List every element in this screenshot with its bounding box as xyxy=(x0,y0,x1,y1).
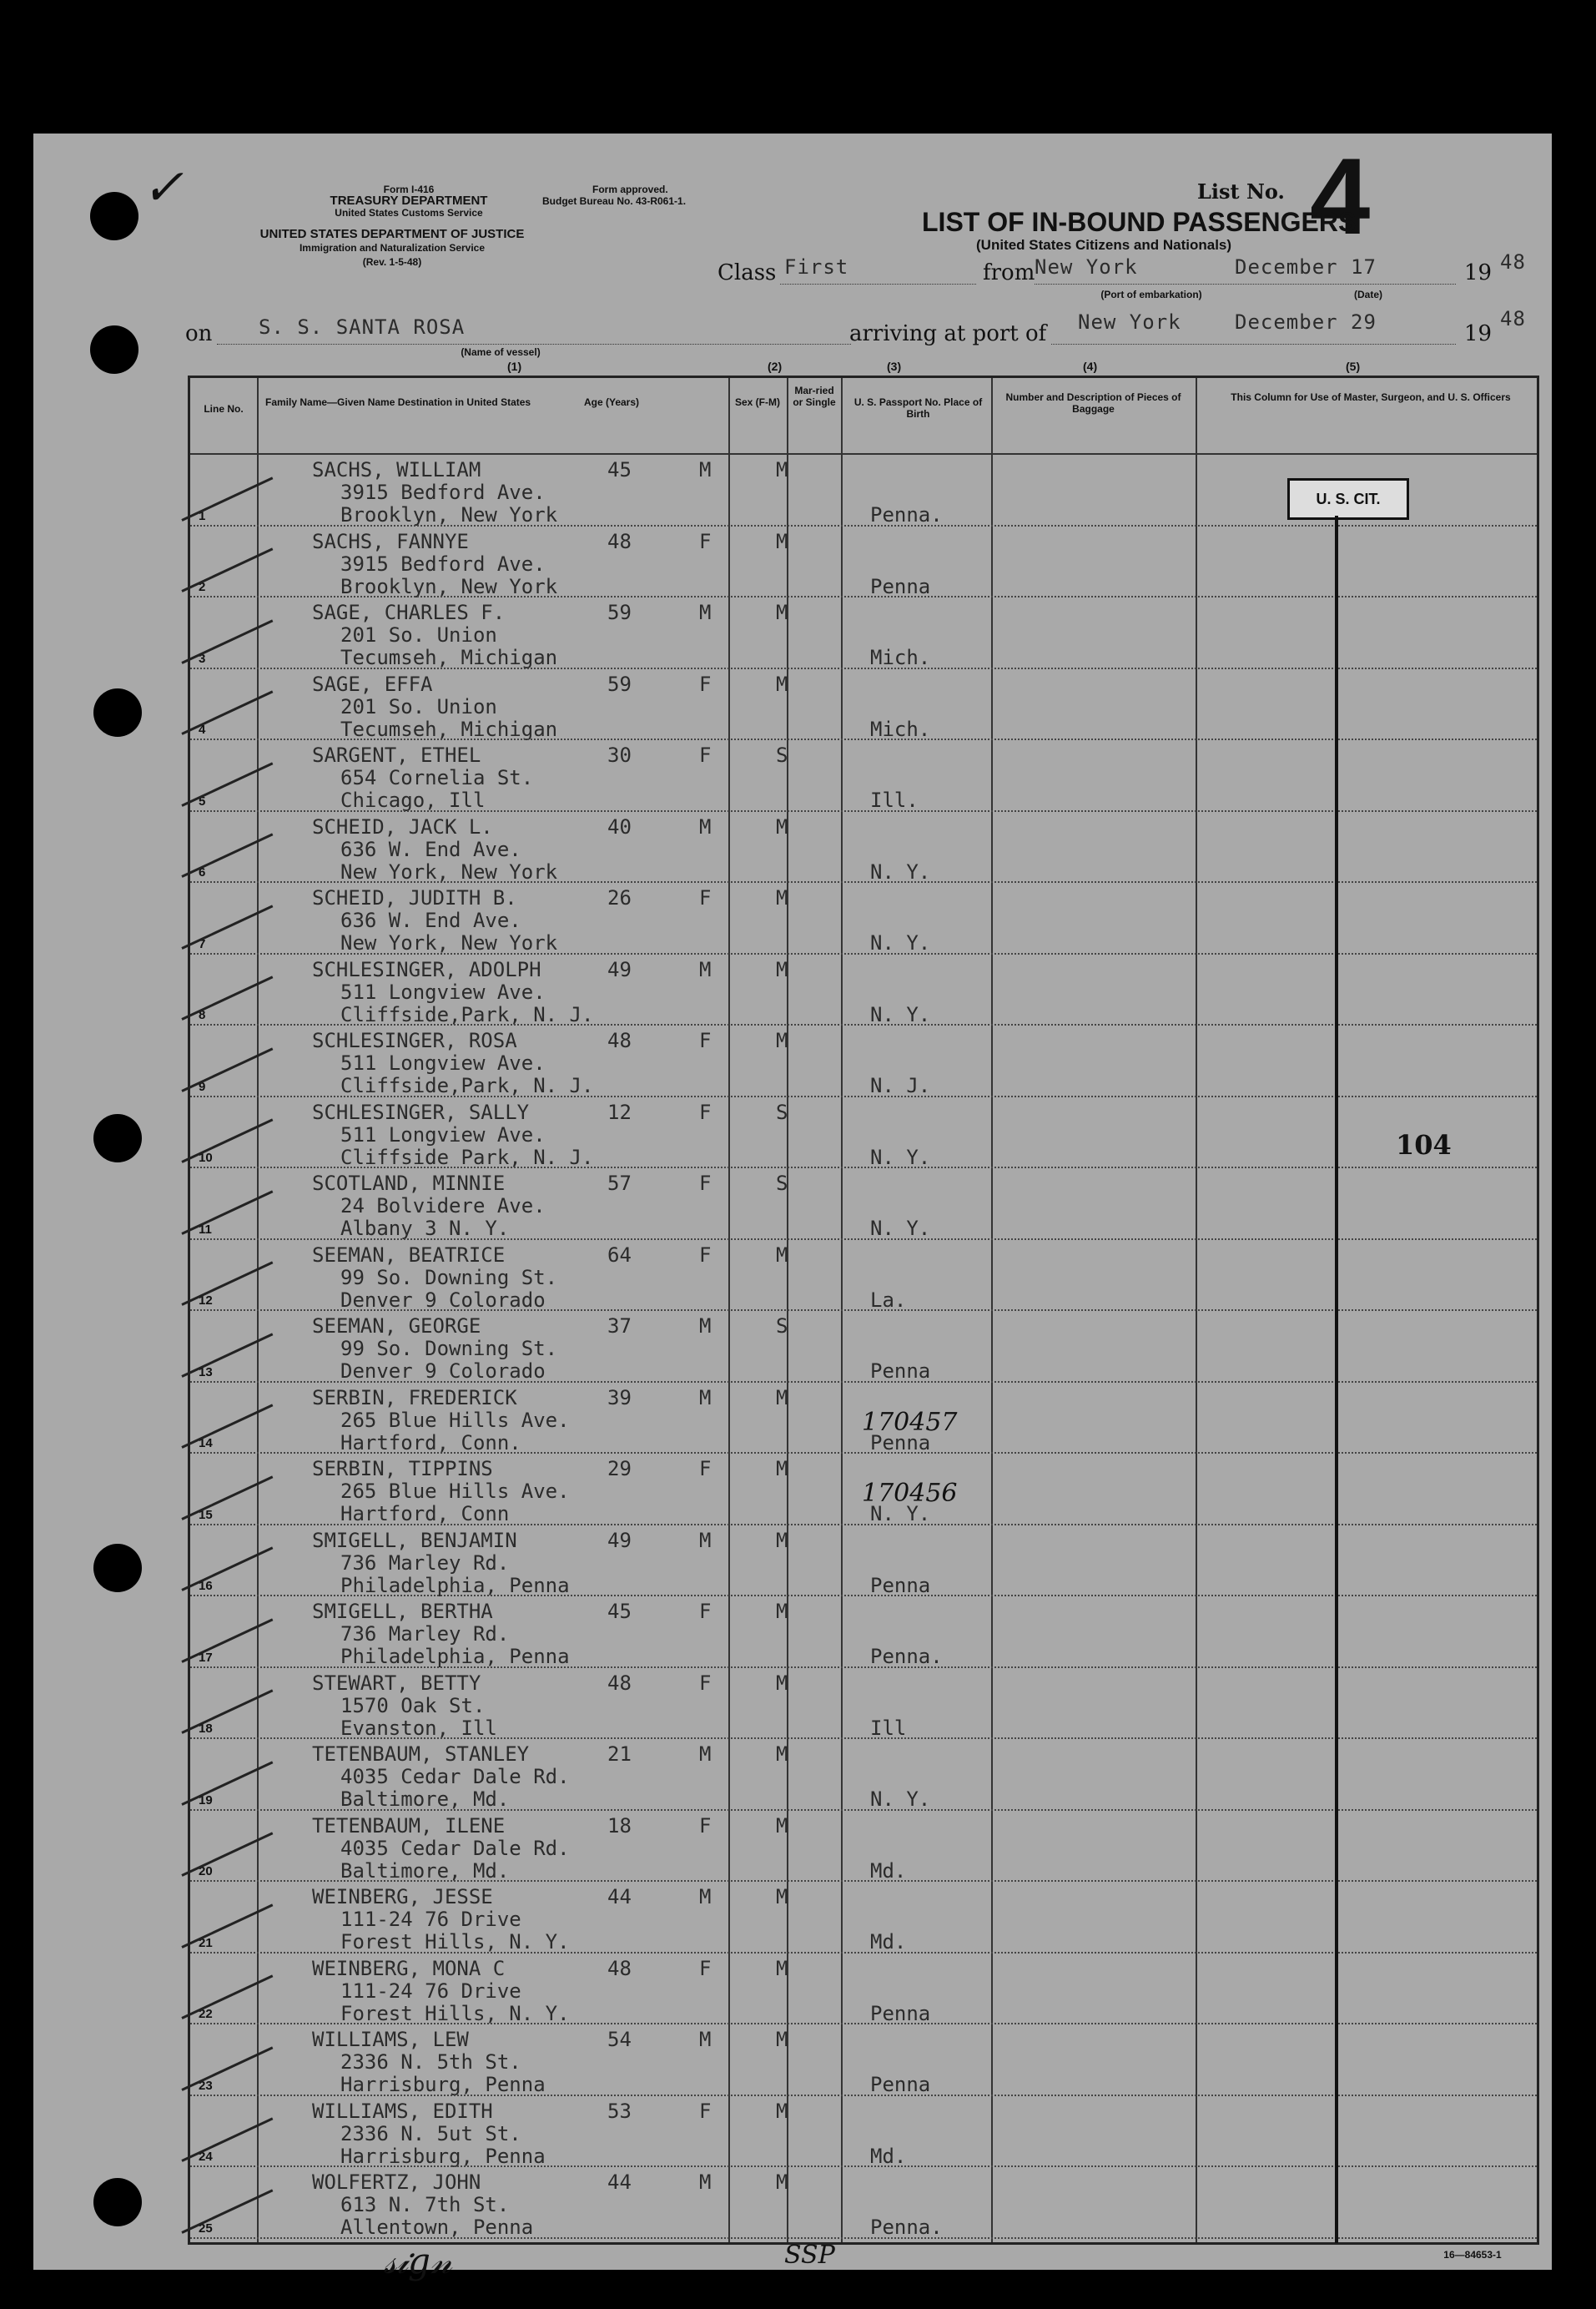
address-street: 201 So. Union xyxy=(340,623,497,647)
marital-status: M xyxy=(776,1600,788,1623)
arrival-year-prefix: 19 xyxy=(1464,321,1493,346)
check-tick-mark xyxy=(181,1190,273,1234)
line-number: 19 xyxy=(199,1792,213,1807)
passenger-sex: M xyxy=(699,1528,712,1552)
approval-block xyxy=(542,184,793,207)
passenger-age: 48 xyxy=(607,1956,632,1980)
passenger-sex: M xyxy=(699,957,712,981)
class-underline xyxy=(780,284,976,285)
line-number: 21 xyxy=(199,1935,213,1950)
passenger-sex: F xyxy=(699,1100,712,1124)
address-city: Brooklyn, New York xyxy=(340,503,558,527)
treasury-dept: TREASURY DEPARTMENT xyxy=(330,194,488,208)
passenger-sex: F xyxy=(699,1457,712,1480)
address-city: Forest Hills, N. Y. xyxy=(340,1930,570,1954)
line-number: 10 xyxy=(199,1151,213,1165)
passenger-age: 64 xyxy=(607,1243,632,1267)
address-city: Chicago, Ill xyxy=(340,789,486,812)
col-header-sex: Sex (F-M) xyxy=(735,396,780,408)
check-tick-mark xyxy=(181,619,273,663)
passenger-age: 45 xyxy=(607,1600,632,1623)
line-number: 4 xyxy=(199,723,206,737)
punch-hole xyxy=(93,2178,142,2226)
passenger-name: STEWART, BETTY xyxy=(312,1671,481,1695)
marital-status: M xyxy=(776,601,788,624)
list-no-value: 4 xyxy=(1310,135,1371,257)
marital-status: M xyxy=(776,1742,788,1766)
check-tick-mark xyxy=(181,905,273,949)
passenger-name: SMIGELL, BENJAMIN xyxy=(312,1528,517,1552)
marital-status: M xyxy=(776,1243,788,1267)
col-header-officers: This Column for Use of Master, Surgeon, and U. S. Officers xyxy=(1231,391,1511,403)
passenger-sex: M xyxy=(699,1742,712,1766)
check-tick-mark xyxy=(181,833,273,877)
passenger-sex: F xyxy=(699,2099,712,2123)
place-of-birth: Penna xyxy=(870,1573,931,1597)
line-number: 11 xyxy=(199,1222,212,1237)
arrival-year: 48 xyxy=(1500,307,1526,330)
passenger-sex: M xyxy=(699,1885,712,1908)
document-sheet xyxy=(33,134,1552,2281)
check-tick-mark xyxy=(181,2189,273,2233)
check-tick-mark xyxy=(181,1832,273,1876)
ditto-line xyxy=(1335,516,1338,2243)
address-city: Harrisburg, Penna xyxy=(340,2144,546,2168)
place-of-birth: Ill xyxy=(870,1716,907,1740)
customs-service: United States Customs Service xyxy=(335,207,483,219)
passenger-age: 21 xyxy=(607,1742,632,1766)
marital-status: M xyxy=(776,2028,788,2051)
arrival-port: New York xyxy=(1078,310,1181,334)
line-number: 15 xyxy=(199,1507,213,1522)
address-city: New York, New York xyxy=(340,931,558,955)
on-label: on xyxy=(185,321,213,346)
address-city: Brooklyn, New York xyxy=(340,574,558,598)
address-city: Harrisburg, Penna xyxy=(340,2073,546,2096)
marital-status: M xyxy=(776,2170,788,2194)
vessel-name: S. S. SANTA ROSA xyxy=(259,315,466,339)
marital-status: M xyxy=(776,1885,788,1908)
check-tick-mark xyxy=(181,1618,273,1662)
address-street: 4035 Cedar Dale Rd. xyxy=(340,1765,570,1788)
line-number: 18 xyxy=(199,1722,213,1736)
passenger-name: SCOTLAND, MINNIE xyxy=(312,1172,506,1195)
passenger-name: SACHS, WILLIAM xyxy=(312,458,481,481)
address-street: 654 Cornelia St. xyxy=(340,766,534,789)
document-subtitle: (United States Citizens and Nationals) xyxy=(976,237,1232,253)
line-number: 20 xyxy=(199,1864,213,1878)
address-street: 511 Longview Ave. xyxy=(340,1122,546,1147)
check-tick-mark xyxy=(181,476,273,521)
marital-status: M xyxy=(776,1528,788,1552)
address-street: 201 So. Union xyxy=(340,694,497,718)
address-street: 3915 Bedford Ave. xyxy=(340,552,546,576)
col-header-age: Age (Years) xyxy=(583,396,640,408)
address-street: 111-24 76 Drive xyxy=(340,1908,521,1931)
budget-bureau-line: Budget Bureau No. 43-R061-1. xyxy=(542,195,687,207)
check-tick-mark xyxy=(181,1546,273,1591)
line-number: 12 xyxy=(199,1293,213,1308)
marital-status: M xyxy=(776,1956,788,1980)
from-label: from xyxy=(983,260,1035,285)
place-of-birth: Penna xyxy=(870,2073,931,2096)
marital-status: M xyxy=(776,1385,788,1409)
col-number-2: (2) xyxy=(768,360,783,373)
col-header-name: Family Name—Given Name Destination in United States xyxy=(265,396,531,408)
from-year-prefix: 19 xyxy=(1464,260,1493,285)
address-street: 111-24 76 Drive xyxy=(340,1979,521,2003)
passenger-age: 44 xyxy=(607,2170,632,2194)
address-street: 511 Longview Ave. xyxy=(340,980,546,1004)
list-no-label: List No. xyxy=(1197,179,1285,204)
marital-status: M xyxy=(776,1671,788,1695)
place-of-birth: Md. xyxy=(870,2144,907,2168)
col-header-baggage: Number and Description of Pieces of Baggage xyxy=(1005,391,1181,415)
line-number: 8 xyxy=(199,1008,206,1022)
place-of-birth: N. Y. xyxy=(870,1145,931,1169)
address-city: Cliffside Park, N. J. xyxy=(340,1145,594,1169)
passenger-name: SCHEID, JUDITH B. xyxy=(312,886,517,910)
passenger-age: 39 xyxy=(607,1385,632,1409)
address-city: Albany 3 N. Y. xyxy=(340,1217,510,1240)
place-of-birth: N. Y. xyxy=(870,1002,931,1026)
port-caption: (Port of embarkation) xyxy=(1100,289,1202,300)
address-street: 636 W. End Ave. xyxy=(340,909,521,932)
passenger-name: WILLIAMS, LEW xyxy=(312,2028,469,2051)
address-city: New York, New York xyxy=(340,860,558,884)
passenger-name: SERBIN, TIPPINS xyxy=(312,1457,493,1480)
line-number: 23 xyxy=(199,2078,213,2093)
passenger-name: SERBIN, FREDERICK xyxy=(312,1385,517,1409)
check-tick-mark xyxy=(181,1761,273,1805)
side-number: 104 xyxy=(1396,1129,1452,1161)
passenger-name: WILLIAMS, EDITH xyxy=(312,2099,493,2123)
place-of-birth: N. Y. xyxy=(870,1217,931,1240)
officer-signature: 𝓈𝒾𝑔𝓃 xyxy=(384,2241,452,2281)
passenger-sex: F xyxy=(699,886,712,910)
signature-note: SSP xyxy=(784,2241,835,2270)
punch-hole xyxy=(90,192,138,240)
address-city: Hartford, Conn. xyxy=(340,1430,521,1454)
col-number-3: (3) xyxy=(887,360,902,373)
vessel-underline xyxy=(217,344,851,345)
address-street: 511 Longview Ave. xyxy=(340,1051,546,1075)
marital-status: M xyxy=(776,886,788,910)
passenger-name: SAGE, EFFA xyxy=(312,672,433,696)
from-port: New York xyxy=(1035,255,1138,279)
passenger-name: SCHLESINGER, SALLY xyxy=(312,1100,530,1124)
line-number: 25 xyxy=(199,2221,213,2236)
us-citizen-stamp: U. S. CIT. xyxy=(1287,478,1409,520)
passport-number: 170456 xyxy=(862,1479,958,1508)
place-of-birth: Penna xyxy=(870,1430,931,1454)
passenger-age: 59 xyxy=(607,672,632,696)
check-tick-mark xyxy=(181,1333,273,1377)
place-of-birth: Penna. xyxy=(870,2216,943,2239)
col-header-line: Line No. xyxy=(204,403,244,415)
line-number: 14 xyxy=(199,1436,213,1450)
check-tick-mark xyxy=(181,1118,273,1162)
col-number-4: (4) xyxy=(1083,360,1098,373)
approval-line: Form approved. xyxy=(592,184,668,195)
place-of-birth: Penna xyxy=(870,574,931,598)
line-number: 16 xyxy=(199,1579,213,1593)
line-number: 6 xyxy=(199,865,206,880)
marital-status: S xyxy=(776,1172,788,1195)
passenger-age: 57 xyxy=(607,1172,632,1195)
place-of-birth: La. xyxy=(870,1288,907,1312)
arrival-underline xyxy=(1051,344,1456,345)
form-number: Form I-416 xyxy=(383,184,435,195)
address-street: 24 Bolvidere Ave. xyxy=(340,1194,546,1218)
place-of-birth: Ill. xyxy=(870,789,919,812)
address-street: 265 Blue Hills Ave. xyxy=(340,1480,570,1503)
address-city: Baltimore, Md. xyxy=(340,1858,510,1883)
arrival-date: December 29 xyxy=(1235,310,1377,334)
passenger-sex: F xyxy=(699,1172,712,1195)
address-street: 613 N. 7th St. xyxy=(340,2193,510,2216)
passport-number: 170457 xyxy=(862,1407,958,1437)
check-tick-mark xyxy=(181,2117,273,2161)
place-of-birth: N. Y. xyxy=(870,931,931,955)
passenger-sex: F xyxy=(699,1813,712,1838)
marital-status: S xyxy=(776,1100,788,1124)
line-number: 13 xyxy=(199,1364,213,1379)
marital-status: M xyxy=(776,1029,788,1052)
passenger-age: 12 xyxy=(607,1100,632,1124)
marital-status: M xyxy=(776,458,788,481)
address-city: Allentown, Penna xyxy=(340,2216,534,2239)
marital-status: M xyxy=(776,529,788,553)
passenger-name: SARGENT, ETHEL xyxy=(312,744,481,767)
address-city: Hartford, Conn xyxy=(340,1502,510,1525)
address-city: Denver 9 Colorado xyxy=(340,1359,546,1383)
col-number-1: (1) xyxy=(507,360,522,373)
passenger-sex: F xyxy=(699,744,712,767)
check-tick-mark xyxy=(181,547,273,592)
passenger-age: 26 xyxy=(607,886,632,910)
col-number-5: (5) xyxy=(1346,360,1361,373)
place-of-birth: Penna. xyxy=(870,503,943,527)
address-street: 1570 Oak St. xyxy=(340,1693,486,1717)
line-number: 2 xyxy=(199,580,206,594)
check-tick-mark xyxy=(181,1475,273,1520)
passenger-name: SMIGELL, BERTHA xyxy=(312,1600,493,1623)
passenger-age: 48 xyxy=(607,1671,632,1695)
form-code: 16—84653-1 xyxy=(1443,2249,1502,2261)
line-number: 17 xyxy=(199,1650,213,1665)
address-street: 736 Marley Rd. xyxy=(340,1550,510,1575)
justice-dept: UNITED STATES DEPARTMENT OF JUSTICE xyxy=(259,227,525,241)
ins-service: Immigration and Naturalization Service xyxy=(299,242,486,254)
class-label: Class xyxy=(717,260,777,285)
passenger-name: SEEMAN, GEORGE xyxy=(312,1314,481,1338)
check-tick-mark xyxy=(181,1689,273,1733)
punch-hole xyxy=(90,325,138,374)
place-of-birth: Md. xyxy=(870,1858,907,1883)
place-of-birth: Mich. xyxy=(870,646,931,669)
check-tick-mark xyxy=(181,690,273,734)
from-year: 48 xyxy=(1500,250,1526,274)
line-number: 22 xyxy=(199,2007,213,2021)
revision: (Rev. 1-5-48) xyxy=(362,256,422,268)
address-city: Denver 9 Colorado xyxy=(340,1288,546,1312)
passenger-name: SCHEID, JACK L. xyxy=(312,814,493,839)
check-tick-mark xyxy=(181,1047,273,1091)
arriving-label: arriving at port of xyxy=(849,321,1047,346)
passenger-sex: F xyxy=(699,672,712,696)
vessel-caption: (Name of vessel) xyxy=(461,346,541,358)
address-street: 99 So. Downing St. xyxy=(340,1265,558,1289)
line-number: 9 xyxy=(199,1079,206,1094)
passenger-age: 48 xyxy=(607,1029,632,1052)
passenger-sex: M xyxy=(699,458,712,481)
passenger-name: SEEMAN, BEATRICE xyxy=(312,1243,506,1267)
marital-status: M xyxy=(776,1813,788,1838)
passenger-name: SCHLESINGER, ADOLPH xyxy=(312,957,541,981)
agency-block xyxy=(184,227,601,270)
place-of-birth: Penna. xyxy=(870,1645,943,1668)
check-tick-mark xyxy=(181,976,273,1020)
address-city: Philadelphia, Penna xyxy=(340,1573,570,1597)
passenger-age: 45 xyxy=(607,458,632,481)
address-city: Tecumseh, Michigan xyxy=(340,717,558,741)
passenger-name: WEINBERG, JESSE xyxy=(312,1885,493,1908)
check-tick-mark xyxy=(181,1261,273,1305)
passenger-sex: F xyxy=(699,1600,712,1623)
punch-hole xyxy=(93,1544,142,1592)
marital-status: M xyxy=(776,957,788,981)
passenger-age: 49 xyxy=(607,1528,632,1552)
address-street: 265 Blue Hills Ave. xyxy=(340,1408,570,1432)
address-city: Tecumseh, Michigan xyxy=(340,646,558,669)
passenger-age: 29 xyxy=(607,1457,632,1480)
passenger-age: 48 xyxy=(607,529,632,553)
from-date: December 17 xyxy=(1235,255,1377,279)
place-of-birth: Penna xyxy=(870,2001,931,2025)
line-number: 5 xyxy=(199,794,206,809)
address-street: 4035 Cedar Dale Rd. xyxy=(340,1836,570,1860)
line-number: 1 xyxy=(199,508,206,523)
address-city: Cliffside,Park, N. J. xyxy=(340,1002,594,1026)
address-city: Cliffside,Park, N. J. xyxy=(340,1074,594,1097)
punch-hole xyxy=(93,1114,142,1162)
passenger-name: TETENBAUM, ILENE xyxy=(312,1813,506,1838)
marital-status: M xyxy=(776,2099,788,2123)
passenger-age: 54 xyxy=(607,2028,632,2051)
address-city: Forest Hills, N. Y. xyxy=(340,2001,570,2025)
place-of-birth: Penna xyxy=(870,1359,931,1383)
place-of-birth: Md. xyxy=(870,1930,907,1954)
passenger-name: WOLFERTZ, JOHN xyxy=(312,2170,481,2194)
passenger-sex: F xyxy=(699,1671,712,1695)
passenger-sex: M xyxy=(699,1314,712,1338)
passenger-age: 49 xyxy=(607,957,632,981)
passenger-sex: F xyxy=(699,1243,712,1267)
passenger-sex: F xyxy=(699,1029,712,1052)
document-title: LIST OF IN-BOUND PASSENGERS xyxy=(922,207,1357,237)
punch-hole xyxy=(93,688,142,737)
passenger-sex: F xyxy=(699,529,712,553)
address-street: 2336 N. 5ut St. xyxy=(340,2121,521,2145)
marital-status: S xyxy=(776,744,788,767)
from-underline xyxy=(1035,284,1456,285)
marital-status: M xyxy=(776,814,788,839)
form-id-block xyxy=(309,184,509,219)
marital-status: M xyxy=(776,672,788,696)
passenger-age: 18 xyxy=(607,1813,632,1838)
passenger-sex: M xyxy=(699,814,712,839)
address-street: 736 Marley Rd. xyxy=(340,1622,510,1646)
passenger-name: WEINBERG, MONA C xyxy=(312,1956,506,1980)
passenger-name: SACHS, FANNYE xyxy=(312,529,469,553)
date-caption: (Date) xyxy=(1353,289,1382,300)
address-street: 99 So. Downing St. xyxy=(340,1337,558,1360)
passenger-sex: M xyxy=(699,2170,712,2194)
place-of-birth: Mich. xyxy=(870,717,931,741)
marital-status: M xyxy=(776,1457,788,1480)
address-city: Baltimore, Md. xyxy=(340,1787,510,1811)
passenger-sex: M xyxy=(699,1385,712,1409)
address-city: Philadelphia, Penna xyxy=(340,1645,570,1668)
col-header-married: Mar-ried or Single xyxy=(793,385,836,408)
passenger-age: 37 xyxy=(607,1314,632,1338)
place-of-birth: N. J. xyxy=(870,1074,931,1097)
address-street: 636 W. End Ave. xyxy=(340,837,521,861)
passenger-table xyxy=(188,360,1539,2245)
check-tick-mark xyxy=(181,2046,273,2090)
col-header-passport: U. S. Passport No. Place of Birth xyxy=(853,396,983,420)
address-city: Evanston, Ill xyxy=(340,1716,497,1740)
passenger-age: 59 xyxy=(607,601,632,624)
address-street: 3915 Bedford Ave. xyxy=(340,481,546,504)
place-of-birth: N. Y. xyxy=(870,860,931,884)
passenger-age: 30 xyxy=(607,744,632,767)
check-tick-mark xyxy=(181,1404,273,1448)
passenger-sex: F xyxy=(699,1956,712,1980)
passenger-age: 53 xyxy=(607,2099,632,2123)
passenger-sex: M xyxy=(699,601,712,624)
passenger-name: TETENBAUM, STANLEY xyxy=(312,1742,530,1766)
passenger-sex: M xyxy=(699,2028,712,2051)
address-street: 2336 N. 5th St. xyxy=(340,2050,521,2074)
line-number: 3 xyxy=(199,651,206,666)
passenger-age: 40 xyxy=(607,814,632,839)
marital-status: S xyxy=(776,1314,788,1338)
passenger-name: SAGE, CHARLES F. xyxy=(312,601,506,624)
corner-check-mark: ✓ xyxy=(142,159,184,217)
check-tick-mark xyxy=(181,1903,273,1948)
place-of-birth: N. Y. xyxy=(870,1502,931,1525)
line-number: 24 xyxy=(199,2150,213,2164)
check-tick-mark xyxy=(181,762,273,806)
class-value: First xyxy=(784,255,849,279)
passenger-age: 44 xyxy=(607,1885,632,1908)
passenger-name: SCHLESINGER, ROSA xyxy=(312,1029,517,1052)
check-tick-mark xyxy=(181,1974,273,2019)
line-number: 7 xyxy=(199,936,206,951)
place-of-birth: N. Y. xyxy=(870,1787,931,1811)
